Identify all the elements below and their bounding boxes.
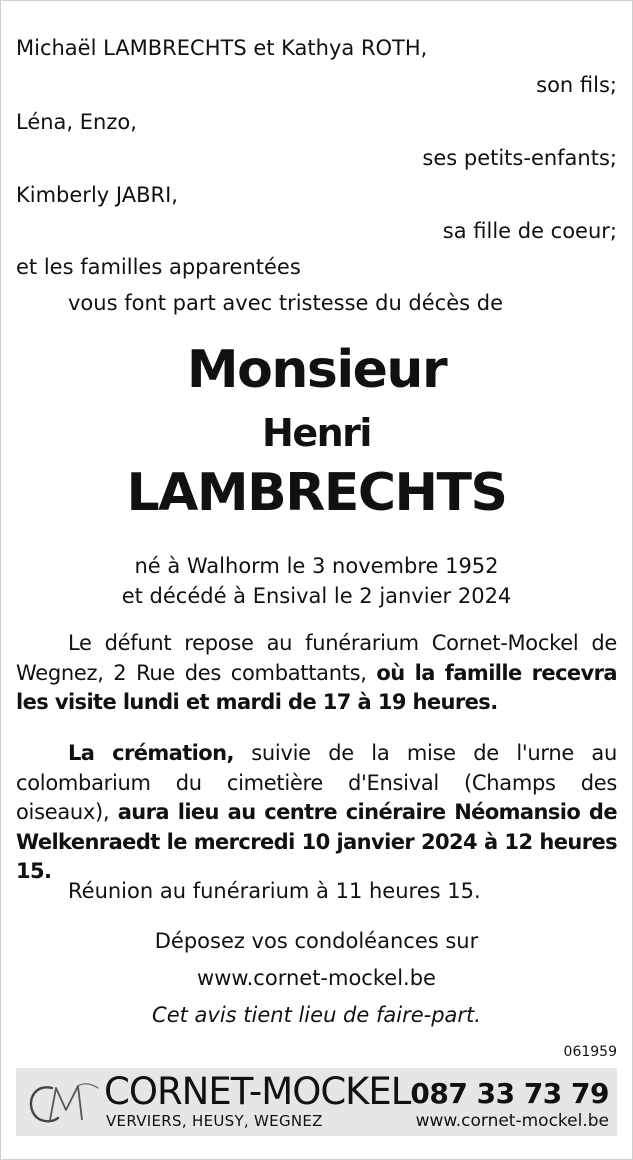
reference-number: 061959 — [563, 1044, 617, 1060]
resting-paragraph — [16, 629, 617, 718]
funeral-home-footer — [16, 1068, 617, 1136]
family-line-1: Michaël LAMBRECHTS et Kathya ROTH, — [16, 36, 428, 60]
family-line-7: et les familles apparentées — [16, 255, 301, 279]
brand-towns: VERVIERS, HEUSY, WEGNEZ — [106, 1112, 323, 1130]
family-line-6: sa fille de coeur; — [442, 219, 617, 243]
cornet-mockel-logo — [22, 1074, 100, 1130]
cremation-details: aura lieu au centre cinéraire Néomansio de Welkenraedt le mercredi 10 janvier 2024 à 12 heures 15. — [16, 800, 617, 883]
honorific: Monsieur — [186, 340, 447, 400]
brand-name: CORNET-MOCKEL — [104, 1070, 411, 1113]
birth-line: né à Walhorm le 3 novembre 1952 — [134, 554, 499, 578]
death-line: et décédé à Ensival le 2 janvier 2024 — [121, 584, 512, 608]
cremation-label: La crémation, — [68, 741, 234, 765]
footer-website[interactable]: www.cornet-mockel.be — [415, 1111, 609, 1131]
last-name: LAMBRECHTS — [126, 463, 507, 523]
first-name: Henri — [262, 411, 371, 455]
visiting-hours-text: où la famille recevra les visite lundi et mardi de 17 à 19 heures. — [16, 660, 617, 714]
family-line-3: Léna, Enzo, — [16, 110, 137, 134]
family-line-2: son fils; — [536, 73, 617, 97]
family-line-8: vous font part avec tristesse du décès de — [68, 291, 504, 315]
condolences-line: Déposez vos condoléances sur — [154, 929, 479, 953]
notice-line: Cet avis tient lieu de faire-part. — [152, 1003, 481, 1027]
cremation-paragraph — [16, 739, 617, 887]
meeting-line: Réunion au funérarium à 11 heures 15. — [68, 879, 481, 903]
cremation-text: suivie de la mise de l'urne au colombarium du cimetière d'Ensival (Champs des oiseaux), — [16, 741, 617, 824]
condolences-url[interactable]: www.cornet-mockel.be — [197, 966, 436, 990]
phone-number[interactable]: 087 33 73 79 — [410, 1077, 609, 1110]
family-line-5: Kimberly JABRI, — [16, 183, 178, 207]
family-line-4: ses petits-enfants; — [422, 146, 617, 170]
resting-text: Le défunt repose au funérarium Cornet-Mockel de Wegnez, 2 Rue des combattants, — [16, 631, 617, 685]
